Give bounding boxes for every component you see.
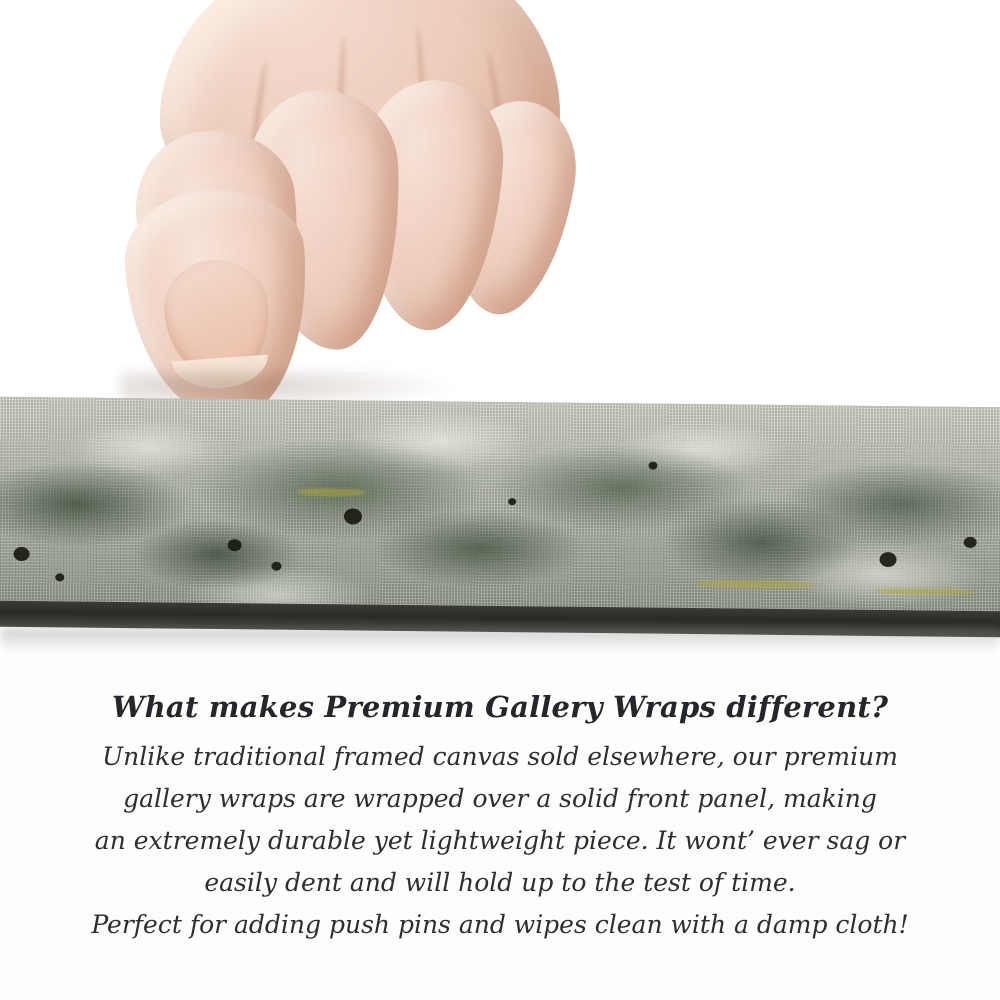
canvas-yellow-mark bbox=[695, 580, 815, 588]
caption-line: Unlike traditional framed canvas sold elsewhere, our premium bbox=[102, 742, 898, 771]
canvas-speck bbox=[271, 562, 281, 571]
canvas-drop-shadow bbox=[0, 628, 1000, 654]
canvas-speck bbox=[13, 547, 29, 561]
caption-line: gallery wraps are wrapped over a solid front panel, making bbox=[123, 784, 877, 813]
caption-block bbox=[0, 690, 1000, 946]
canvas-speck bbox=[344, 508, 362, 524]
caption-line: Perfect for adding push pins and wipes clean with a damp cloth! bbox=[91, 910, 909, 939]
canvas-speck bbox=[228, 539, 242, 551]
hand-pressing-canvas bbox=[120, 0, 590, 440]
canvas-wrap-edge bbox=[0, 397, 1000, 630]
canvas-yellow-mark bbox=[296, 488, 366, 497]
canvas-speck bbox=[508, 498, 516, 505]
canvas-speck bbox=[879, 552, 896, 567]
caption-line: an extremely durable yet lightweight piece. It wont’ ever sag or bbox=[94, 826, 906, 855]
canvas-speck bbox=[964, 537, 977, 548]
canvas-speck bbox=[648, 462, 657, 470]
caption-line: easily dent and will hold up to the test of time. bbox=[204, 868, 796, 897]
canvas-yellow-mark bbox=[875, 588, 975, 595]
canvas-speck bbox=[55, 573, 64, 581]
caption-title: What makes Premium Gallery Wraps different? bbox=[111, 690, 889, 724]
